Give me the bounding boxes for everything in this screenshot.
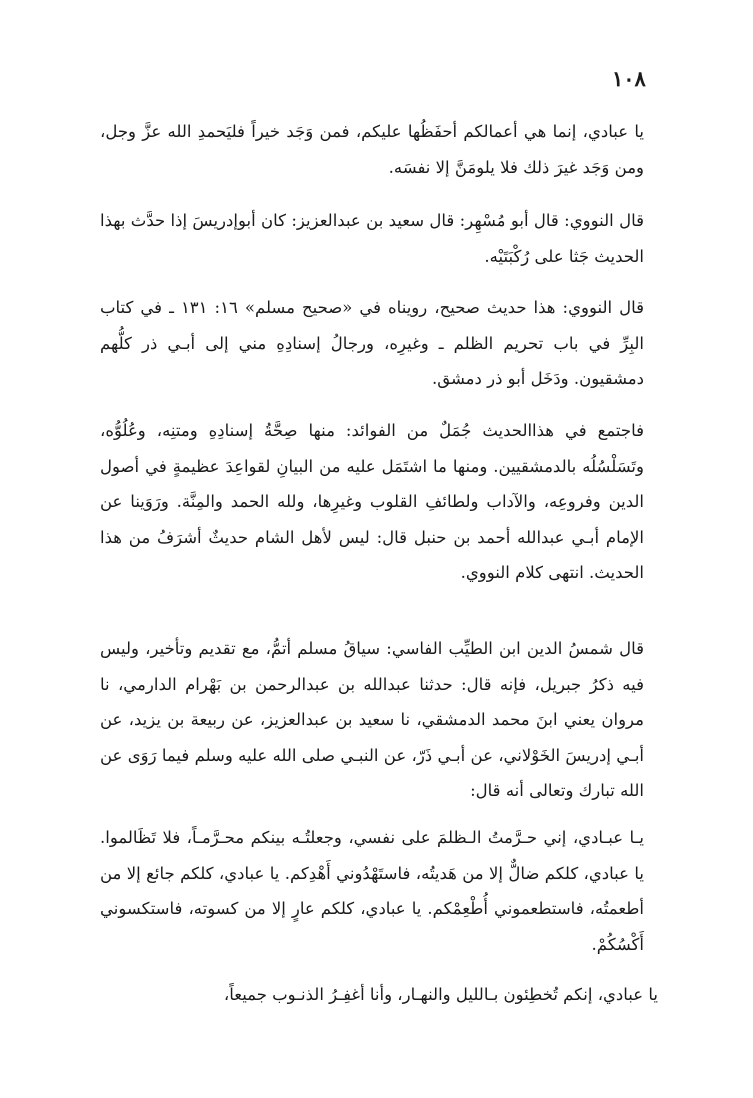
page-number: ١٠٨ — [612, 66, 646, 91]
paragraph-hadith-text — [100, 820, 658, 962]
paragraph-nawawi-sahih — [100, 290, 658, 397]
paragraph-text: قال النووي: هذا حديث صحيح، رويناه في «صحيح مسلم» ١٦: ١٣١ ـ في كتاب البِرِّ في باب تحريم الظلم ـ وغيرِه، ورجالُ إسنادِهِ مني إلى أبـي ذر كلُّهم دمشقيون. ودَخَل أبو ذر دمشق. — [100, 298, 644, 388]
paragraph-hadith-continued — [100, 977, 658, 1013]
paragraph-benefits — [100, 413, 658, 591]
paragraph-nawawi-abu-mushir — [100, 203, 658, 274]
paragraph-ibn-tayyib — [100, 631, 658, 809]
paragraph-text: فاجتمع في هذاالحديث جُمَلٌ من الفوائد: منها صِحَّةُ إسنادِهِ ومتنِه، وعُلُوُّه، وتَسَلْسُلُه بالدمشقيين. ومنها ما اشتَمَل عليه من البيانِ لقواعِدَ عظيمةٍ في أصول الدين وفروعِه، والآداب ولطائفِ القلوب وغيرِها، ولله الحمد والمِنَّة. ورَوَينا عن الإمام أبـي عبدالله أحمد بن حنبل قال: ليس لأهل الشام حديثٌ أشرَفُ من هذا الحديث. انتهى كلام النووي. — [100, 421, 644, 582]
paragraph-text: يا عبادي، إنكم تُخطِئون بـالليل والنهـار، وأنا أغفِـرُ الذنـوب جميعاً، — [223, 985, 658, 1004]
paragraph-text: قال شمسُ الدين ابن الطيِّب الفاسي: سياقُ مسلم أتمُّ، مع تقديم وتأخير، وليس فيه ذكرُ جبريل، فإنه قال: حدثنا عبدالله بن عبدالرحمن بن بَهْرام الدارمي، نا مروان يعني ابنَ محمد الدمشقي، نا سعيد بن عبدالعزيز، عن ربيعة بن يزيد، عن أبـي إدريسَ الخَوْلاني، عن أبـي ذَرّ، عن النبـي صلى الله عليه وسلم فيما رَوَى عن الله تبارك وتعالى أنه قال: — [100, 639, 644, 800]
paragraph-text: يا عبادي، إنما هي أعمالكم أحفَظُها عليكم، فمن وَجَد خيراً فليَحمدِ الله عزَّ وجل، ومن وَجَد غيرَ ذلك فلا يلومَنَّ إلا نفسَه. — [100, 122, 644, 177]
paragraph-text: قال النووي: قال أبو مُسْهِر: قال سعيد بن عبدالعزيز: كان أبوإدريسَ إذا حدَّث بهذا الحديث جَثا على رُكْبَتَيْه. — [100, 211, 644, 266]
paragraph-hadith-end — [100, 114, 658, 185]
paragraph-text: يـا عبـادي، إني حـرَّمتُ الـظلمَ على نفسي، وجعلتُـه بينكم محـرَّمـاً، فلا تَظَالموا. يا عبادي، كلكم ضالٌّ إلا من هَديتُه، فاستَهْدُوني أَهْدِكم. يا عبادي، كلكم جائع إلا من أطعمتُه، فاستطعموني أُطْعِمْكم. يا عبادي، كلكم عارٍ إلا من كسوته، فاستكسوني أَكْسُكُمْ. — [100, 828, 644, 954]
